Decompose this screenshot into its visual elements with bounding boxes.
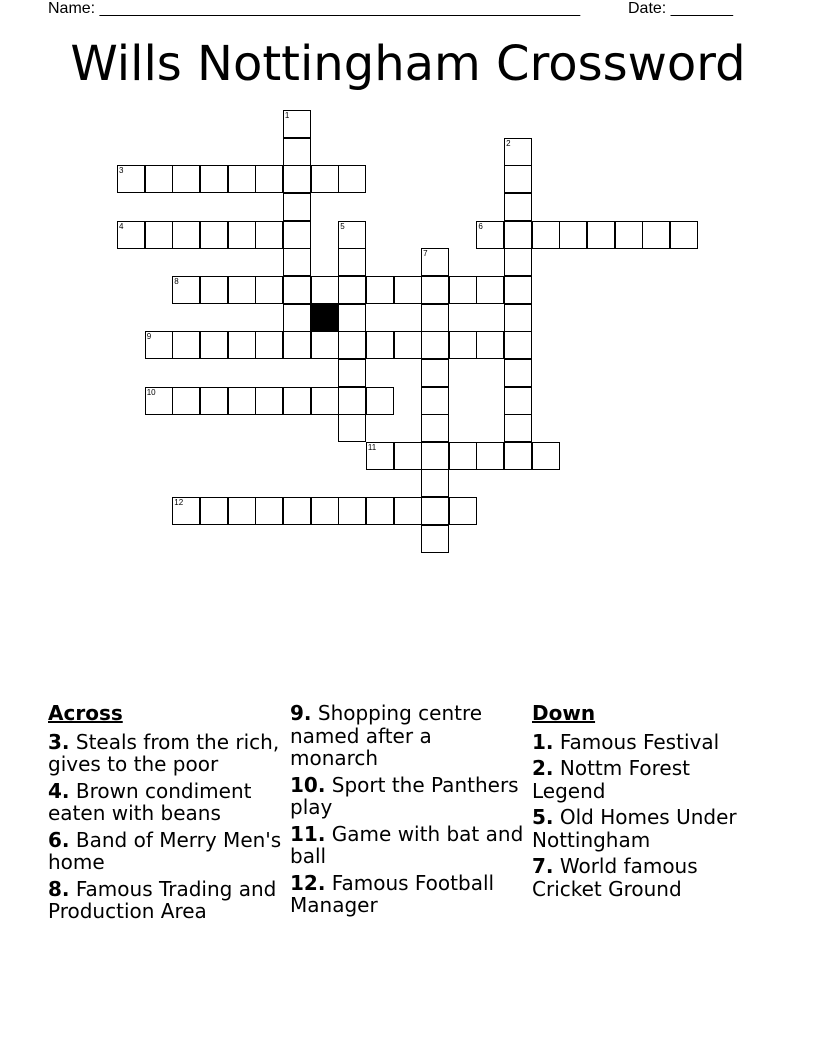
grid-cell[interactable] bbox=[172, 221, 200, 249]
clue-number: 5. bbox=[532, 805, 554, 829]
across-heading: Across bbox=[48, 701, 123, 725]
grid-clue-number: 2 bbox=[506, 138, 511, 148]
grid-cell[interactable] bbox=[449, 331, 477, 359]
grid-cell[interactable] bbox=[504, 304, 532, 332]
grid-cell[interactable] bbox=[421, 469, 449, 497]
grid-cell[interactable] bbox=[117, 221, 145, 249]
grid-cell[interactable] bbox=[421, 331, 449, 359]
grid-cell[interactable] bbox=[200, 276, 228, 304]
clue-text: Famous Trading and Production Area bbox=[48, 876, 277, 923]
across-clue-6 bbox=[48, 829, 284, 874]
clue-number: 9. bbox=[290, 701, 312, 725]
grid-cell[interactable] bbox=[559, 221, 587, 249]
clue-text: World famous Cricket Ground bbox=[532, 854, 698, 901]
grid-cell[interactable] bbox=[449, 497, 477, 525]
down-clue-5 bbox=[532, 806, 768, 851]
grid-cell[interactable] bbox=[338, 497, 366, 525]
grid-cell[interactable] bbox=[311, 331, 339, 359]
across-clue-4 bbox=[48, 780, 284, 825]
clue-text: Famous Festival bbox=[553, 729, 720, 754]
grid-cell[interactable] bbox=[532, 442, 560, 470]
across-clue-11 bbox=[290, 823, 526, 868]
grid-cell[interactable] bbox=[366, 442, 394, 470]
grid-cell[interactable] bbox=[172, 497, 200, 525]
grid-cell[interactable] bbox=[283, 331, 311, 359]
down-clue-7 bbox=[532, 855, 768, 900]
clue-text: Nottm Forest Legend bbox=[532, 756, 690, 803]
grid-cell[interactable] bbox=[338, 221, 366, 249]
grid-cell[interactable] bbox=[504, 442, 532, 470]
grid-cell[interactable] bbox=[421, 359, 449, 387]
grid-cell[interactable] bbox=[421, 276, 449, 304]
grid-cell[interactable] bbox=[200, 387, 228, 415]
grid-cell[interactable] bbox=[228, 276, 256, 304]
grid-cell[interactable] bbox=[338, 359, 366, 387]
grid-clue-number: 1 bbox=[284, 111, 290, 120]
grid-clue-number: 3 bbox=[119, 166, 124, 176]
across-clue-3 bbox=[48, 731, 284, 776]
clue-number: 6. bbox=[48, 827, 70, 852]
clue-text: Game with bat and ball bbox=[290, 821, 524, 868]
grid-clue-number: 6 bbox=[478, 221, 483, 231]
grid-clue-number: 5 bbox=[340, 221, 345, 231]
grid-cell[interactable] bbox=[421, 304, 449, 332]
grid-cell[interactable] bbox=[366, 387, 394, 415]
grid-clue-number: 10 bbox=[146, 387, 156, 397]
grid-cell[interactable] bbox=[283, 276, 311, 304]
grid-cell[interactable] bbox=[338, 414, 366, 442]
grid-cell[interactable] bbox=[145, 387, 173, 415]
grid-cell[interactable] bbox=[283, 304, 311, 332]
clue-number: 4. bbox=[48, 778, 70, 803]
date-field-label: Date: _______ bbox=[628, 0, 733, 17]
across-clue-10 bbox=[290, 774, 526, 819]
grid-cell[interactable] bbox=[476, 442, 504, 470]
clue-text: Band of Merry Men's home bbox=[48, 827, 282, 874]
grid-cell[interactable] bbox=[421, 442, 449, 470]
grid-cell[interactable] bbox=[172, 387, 200, 415]
grid-cell[interactable] bbox=[338, 248, 366, 276]
grid-cell[interactable] bbox=[449, 442, 477, 470]
grid-cell[interactable] bbox=[311, 165, 339, 193]
grid-cell[interactable] bbox=[504, 331, 532, 359]
grid-cell[interactable] bbox=[504, 221, 532, 249]
grid-cell[interactable] bbox=[283, 138, 311, 166]
down-heading: Down bbox=[532, 701, 596, 725]
grid-cell[interactable] bbox=[394, 276, 422, 304]
clues-column-3 bbox=[532, 702, 768, 904]
across-clue-12 bbox=[290, 872, 526, 917]
grid-cell[interactable] bbox=[200, 221, 228, 249]
grid-cell[interactable] bbox=[117, 165, 145, 193]
grid-cell[interactable] bbox=[228, 497, 256, 525]
grid-cell[interactable] bbox=[228, 165, 256, 193]
grid-cell[interactable] bbox=[283, 248, 311, 276]
clue-text: Steals from the rich, gives to the poor bbox=[48, 729, 280, 776]
grid-cell[interactable] bbox=[145, 165, 173, 193]
clue-number: 11. bbox=[290, 821, 326, 846]
grid-cell[interactable] bbox=[421, 414, 449, 442]
grid-cell[interactable] bbox=[172, 276, 200, 304]
grid-cell[interactable] bbox=[394, 331, 422, 359]
grid-cell[interactable] bbox=[504, 387, 532, 415]
grid-cell[interactable] bbox=[228, 221, 256, 249]
grid-cell[interactable] bbox=[421, 525, 449, 553]
grid-cell[interactable] bbox=[255, 221, 283, 249]
clue-text: Brown condiment eaten with beans bbox=[48, 778, 252, 825]
clue-number: 2. bbox=[532, 756, 554, 780]
grid-cell[interactable] bbox=[366, 276, 394, 304]
grid-cell[interactable] bbox=[228, 331, 256, 359]
grid-cell[interactable] bbox=[394, 497, 422, 525]
grid-cell[interactable] bbox=[366, 331, 394, 359]
grid-cell[interactable] bbox=[338, 331, 366, 359]
grid-cell[interactable] bbox=[504, 248, 532, 276]
grid-cell[interactable] bbox=[283, 193, 311, 221]
grid-cell[interactable] bbox=[172, 165, 200, 193]
page-title: Wills Nottingham Crossword bbox=[70, 36, 746, 92]
grid-cell[interactable] bbox=[338, 387, 366, 415]
grid-cell[interactable] bbox=[504, 193, 532, 221]
clue-text: Shopping centre named after a monarch bbox=[290, 701, 483, 770]
grid-cell[interactable] bbox=[476, 221, 504, 249]
clue-number: 3. bbox=[48, 729, 70, 754]
clue-text: Sport the Panthers play bbox=[290, 772, 519, 819]
grid-cell[interactable] bbox=[145, 221, 173, 249]
down-clue-1 bbox=[532, 731, 768, 754]
clues-column-2 bbox=[290, 702, 526, 921]
grid-clue-number: 11 bbox=[367, 442, 377, 452]
grid-cell[interactable] bbox=[449, 276, 477, 304]
grid-cell[interactable] bbox=[504, 414, 532, 442]
across-clue-9 bbox=[290, 702, 526, 770]
grid-cell[interactable] bbox=[311, 387, 339, 415]
grid-cell[interactable] bbox=[421, 497, 449, 525]
grid-cell[interactable] bbox=[476, 331, 504, 359]
grid-cell[interactable] bbox=[200, 331, 228, 359]
grid-cell[interactable] bbox=[255, 387, 283, 415]
grid-cell[interactable] bbox=[504, 276, 532, 304]
clue-number: 7. bbox=[532, 854, 554, 878]
grid-cell[interactable] bbox=[421, 248, 449, 276]
grid-cell[interactable] bbox=[200, 497, 228, 525]
grid-cell[interactable] bbox=[670, 221, 698, 249]
grid-cell[interactable] bbox=[283, 165, 311, 193]
grid-cell[interactable] bbox=[366, 497, 394, 525]
grid-cell[interactable] bbox=[504, 165, 532, 193]
clue-number: 8. bbox=[48, 876, 70, 901]
grid-cell[interactable] bbox=[394, 442, 422, 470]
clue-text: Famous Football Manager bbox=[290, 870, 495, 917]
grid-clue-number: 12 bbox=[174, 498, 184, 508]
grid-cell[interactable] bbox=[476, 276, 504, 304]
grid-cell[interactable] bbox=[532, 221, 560, 249]
down-clue-2 bbox=[532, 757, 768, 802]
grid-cell[interactable] bbox=[255, 276, 283, 304]
grid-cell[interactable] bbox=[283, 497, 311, 525]
clue-text: Old Homes Under Nottingham bbox=[532, 805, 737, 852]
grid-clue-number: 8 bbox=[174, 276, 179, 286]
grid-cell[interactable] bbox=[145, 331, 173, 359]
grid-cell[interactable] bbox=[642, 221, 670, 249]
grid-cell[interactable] bbox=[615, 221, 643, 249]
grid-cell[interactable] bbox=[255, 497, 283, 525]
clue-number: 1. bbox=[532, 729, 554, 754]
across-clue-8 bbox=[48, 878, 284, 923]
grid-block-cell bbox=[311, 304, 339, 332]
grid-clue-number: 4 bbox=[119, 221, 124, 231]
grid-cell[interactable] bbox=[338, 276, 366, 304]
clue-number: 10. bbox=[290, 772, 326, 797]
grid-cell[interactable] bbox=[255, 165, 283, 193]
grid-cell[interactable] bbox=[587, 221, 615, 249]
grid-cell[interactable] bbox=[311, 497, 339, 525]
grid-cell[interactable] bbox=[338, 165, 366, 193]
grid-clue-number: 7 bbox=[423, 249, 428, 259]
grid-cell[interactable] bbox=[338, 304, 366, 332]
grid-clue-number: 9 bbox=[146, 332, 152, 342]
grid-cell[interactable] bbox=[421, 387, 449, 415]
clues-column-1 bbox=[48, 702, 284, 927]
grid-cell[interactable] bbox=[255, 331, 283, 359]
grid-cell[interactable] bbox=[283, 387, 311, 415]
name-field-label: Name: ______________________________________________________ bbox=[48, 0, 581, 17]
grid-cell[interactable] bbox=[172, 331, 200, 359]
grid-cell[interactable] bbox=[283, 110, 311, 138]
grid-cell[interactable] bbox=[504, 359, 532, 387]
grid-cell[interactable] bbox=[283, 221, 311, 249]
grid-cell[interactable] bbox=[504, 138, 532, 166]
grid-cell[interactable] bbox=[311, 276, 339, 304]
grid-cell[interactable] bbox=[200, 165, 228, 193]
grid-cell[interactable] bbox=[228, 387, 256, 415]
clue-number: 12. bbox=[290, 870, 326, 895]
